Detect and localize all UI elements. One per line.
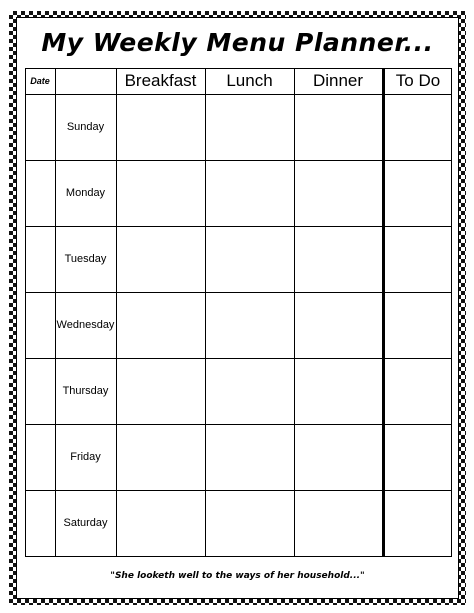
day-label-saturday: Saturday [63, 517, 108, 529]
lunch-column-line [294, 68, 295, 556]
breakfast-column-line [205, 68, 206, 556]
date-header: Date [30, 76, 50, 86]
menu-planner-table [25, 68, 452, 556]
breakfast-header: Breakfast [124, 71, 197, 90]
page-title: My Weekly Menu Planner... [41, 27, 434, 57]
day-label-sunday: Sunday [66, 121, 105, 133]
day-column-line [116, 68, 117, 556]
todo-header: To Do [395, 71, 441, 90]
day-label-wednesday: Wednesday [56, 319, 115, 331]
dinner-header: Dinner [312, 71, 364, 90]
table-right-line [451, 68, 452, 556]
day-label-friday: Friday [70, 451, 101, 463]
day-label-thursday: Thursday [62, 385, 109, 397]
table-left-line [25, 68, 26, 556]
day-label-monday: Monday [65, 187, 106, 199]
planner-sheet [16, 17, 459, 599]
day-label-tuesday: Tuesday [64, 253, 107, 265]
dinner-column-line [382, 68, 385, 556]
lunch-header: Lunch [226, 71, 273, 90]
footer-quote: "She looketh well to the ways of her household..." [110, 571, 365, 581]
